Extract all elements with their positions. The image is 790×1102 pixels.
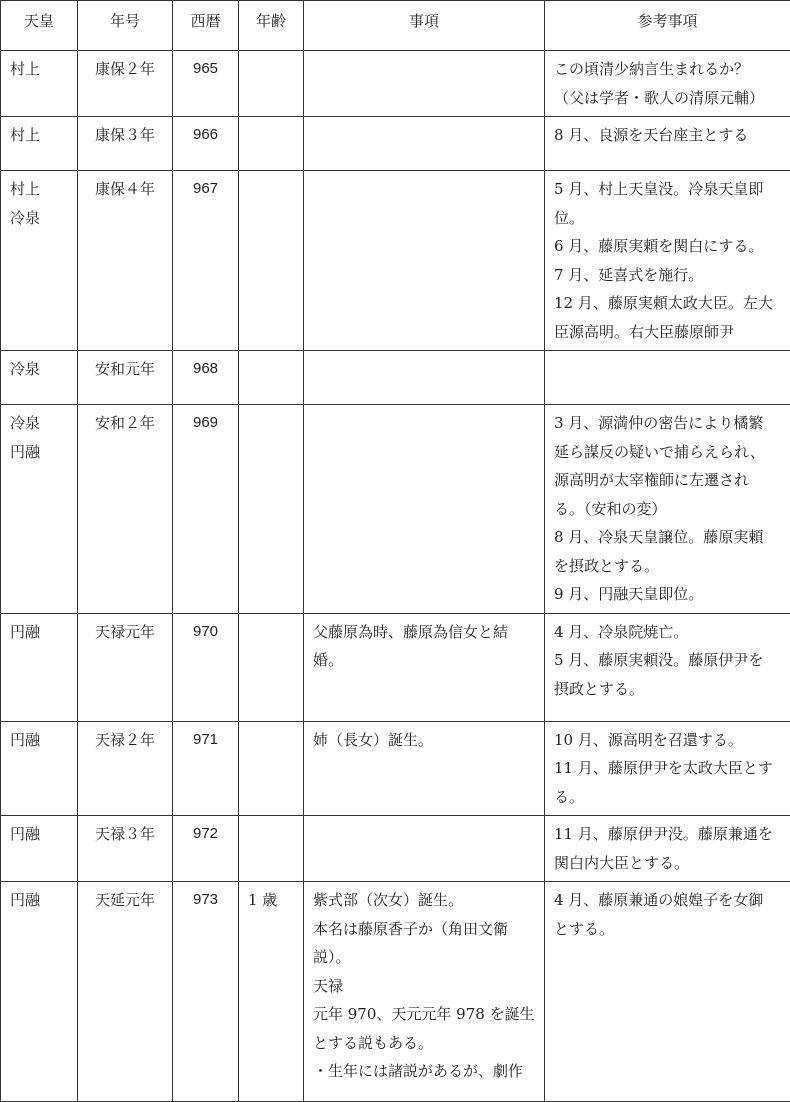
cell-emperor [1, 816, 78, 882]
cell-era: 康保３年 [78, 117, 173, 171]
cell-era: 天延元年 [78, 882, 173, 1102]
cell-era: 天禄元年 [78, 613, 173, 721]
cell-reference-line: を摂政とする。 [554, 552, 781, 581]
cell-reference [545, 721, 790, 816]
cell-reference [545, 816, 790, 882]
cell-events [304, 721, 545, 816]
cell-age [239, 117, 304, 171]
cell-reference [545, 613, 790, 721]
cell-events [304, 117, 545, 171]
cell-events-line: 天禄 [313, 972, 535, 1001]
cell-age [239, 613, 304, 721]
cell-age: 1 歳 [239, 882, 304, 1102]
cell-emperor [1, 51, 78, 117]
cell-emperor-line: 円融 [10, 438, 68, 467]
cell-emperor-line: 冷泉 [10, 355, 68, 384]
cell-era: 天禄３年 [78, 816, 173, 882]
header-row [1, 1, 790, 51]
cell-reference-line: 4 月、藤原兼通の娘媓子を女御 [554, 886, 781, 915]
cell-emperor [1, 405, 78, 614]
cell-emperor [1, 171, 78, 351]
cell-emperor [1, 613, 78, 721]
cell-year: 969 [173, 405, 239, 614]
table-row [1, 51, 790, 117]
cell-events-line: 父藤原為時、藤原為信女と結 [313, 618, 535, 647]
cell-emperor [1, 721, 78, 816]
table-row [1, 721, 790, 816]
cell-age [239, 171, 304, 351]
cell-events-line: 婚。 [313, 646, 535, 675]
cell-era: 康保４年 [78, 171, 173, 351]
cell-year: 971 [173, 721, 239, 816]
cell-reference-line: この頃清少納言生まれるか？ [554, 55, 781, 84]
cell-reference [545, 882, 790, 1102]
cell-reference-line: 5 月、村上天皇没。冷泉天皇即 [554, 175, 781, 204]
cell-events-line: 元年 970、天元元年 978 を誕生 [313, 1000, 535, 1029]
cell-reference-line: 臣源高明。右大臣藤原師尹 [554, 318, 781, 347]
cell-events [304, 613, 545, 721]
cell-events-line: 本名は藤原香子か（角田文衛 [313, 915, 535, 944]
cell-era: 安和元年 [78, 351, 173, 405]
cell-reference-line: 4 月、冷泉院焼亡。 [554, 618, 781, 647]
cell-emperor-line: 村上 [10, 175, 68, 204]
cell-events-line: 紫式部（次女）誕生。 [313, 886, 535, 915]
table-row [1, 117, 790, 171]
header-emperor: 天皇 [1, 1, 78, 51]
cell-year: 968 [173, 351, 239, 405]
cell-emperor-line: 円融 [10, 618, 68, 647]
cell-emperor-line: 冷泉 [10, 409, 68, 438]
cell-year: 972 [173, 816, 239, 882]
cell-reference-line: 8 月、良源を天台座主とする [554, 121, 781, 150]
cell-reference-line: 10 月、源高明を召還する。 [554, 726, 781, 755]
header-era: 年号 [78, 1, 173, 51]
cell-age [239, 816, 304, 882]
cell-emperor-line: 村上 [10, 121, 68, 150]
cell-reference-line: とする。 [554, 915, 781, 944]
cell-reference [545, 51, 790, 117]
cell-year: 973 [173, 882, 239, 1102]
cell-reference [545, 405, 790, 614]
cell-reference-line: 3 月、源満仲の密告により橘繁 [554, 409, 781, 438]
cell-events [304, 816, 545, 882]
cell-events-line: ・生年には諸説があるが、劇作 [313, 1057, 535, 1086]
cell-reference [545, 171, 790, 351]
cell-events-line: とする説もある。 [313, 1029, 535, 1058]
cell-emperor-line: 円融 [10, 886, 68, 915]
cell-events [304, 405, 545, 614]
cell-emperor [1, 882, 78, 1102]
header-reference: 参考事項 [545, 1, 790, 51]
cell-reference-line: 関白内大臣とする。 [554, 849, 781, 878]
cell-reference-line: 12 月、藤原実頼太政大臣。左大 [554, 289, 781, 318]
cell-age [239, 51, 304, 117]
cell-events-line: 説）。 [313, 943, 535, 972]
cell-age [239, 721, 304, 816]
cell-reference-line: 8 月、冷泉天皇譲位。藤原実頼 [554, 523, 781, 552]
header-age: 年齢 [239, 1, 304, 51]
cell-emperor-line: 村上 [10, 55, 68, 84]
table-row [1, 171, 790, 351]
cell-reference-line: 11 月、藤原伊尹没。藤原兼通を [554, 820, 781, 849]
cell-events [304, 171, 545, 351]
cell-events [304, 51, 545, 117]
cell-reference-line: 5 月、藤原実頼没。藤原伊尹を [554, 646, 781, 675]
cell-reference-line: 摂政とする。 [554, 675, 781, 704]
cell-year: 967 [173, 171, 239, 351]
cell-events-line: 姉（長女）誕生。 [313, 726, 535, 755]
cell-emperor-line: 冷泉 [10, 204, 68, 233]
cell-year: 970 [173, 613, 239, 721]
cell-reference-line: 位。 [554, 204, 781, 233]
cell-emperor-line: 円融 [10, 820, 68, 849]
cell-reference-line: 延ら謀反の疑いで捕らえられ、 [554, 438, 781, 467]
table-row [1, 351, 790, 405]
header-events: 事項 [304, 1, 545, 51]
table-row [1, 613, 790, 721]
table-row [1, 405, 790, 614]
cell-emperor [1, 351, 78, 405]
cell-reference [545, 351, 790, 405]
cell-reference-line: 9 月、円融天皇即位。 [554, 580, 781, 609]
cell-era: 安和２年 [78, 405, 173, 614]
cell-era: 康保２年 [78, 51, 173, 117]
cell-reference-line: る。 [554, 783, 781, 812]
table-row [1, 882, 790, 1102]
cell-age [239, 351, 304, 405]
header-year: 西暦 [173, 1, 239, 51]
cell-events [304, 882, 545, 1102]
cell-reference-line: （父は学者・歌人の清原元輔） [554, 84, 781, 113]
cell-events [304, 351, 545, 405]
cell-emperor-line: 円融 [10, 726, 68, 755]
cell-reference-line: 11 月、藤原伊尹を太政大臣とす [554, 754, 781, 783]
cell-age [239, 405, 304, 614]
cell-year: 966 [173, 117, 239, 171]
cell-year: 965 [173, 51, 239, 117]
cell-era: 天禄２年 [78, 721, 173, 816]
cell-reference-line: る。（安和の変） [554, 495, 781, 524]
cell-reference-line: 源高明が太宰権師に左遷され [554, 466, 781, 495]
cell-reference-line: 7 月、延喜式を施行。 [554, 261, 781, 290]
table-row [1, 816, 790, 882]
cell-reference [545, 117, 790, 171]
cell-reference-line: 6 月、藤原実頼を関白にする。 [554, 232, 781, 261]
cell-emperor [1, 117, 78, 171]
